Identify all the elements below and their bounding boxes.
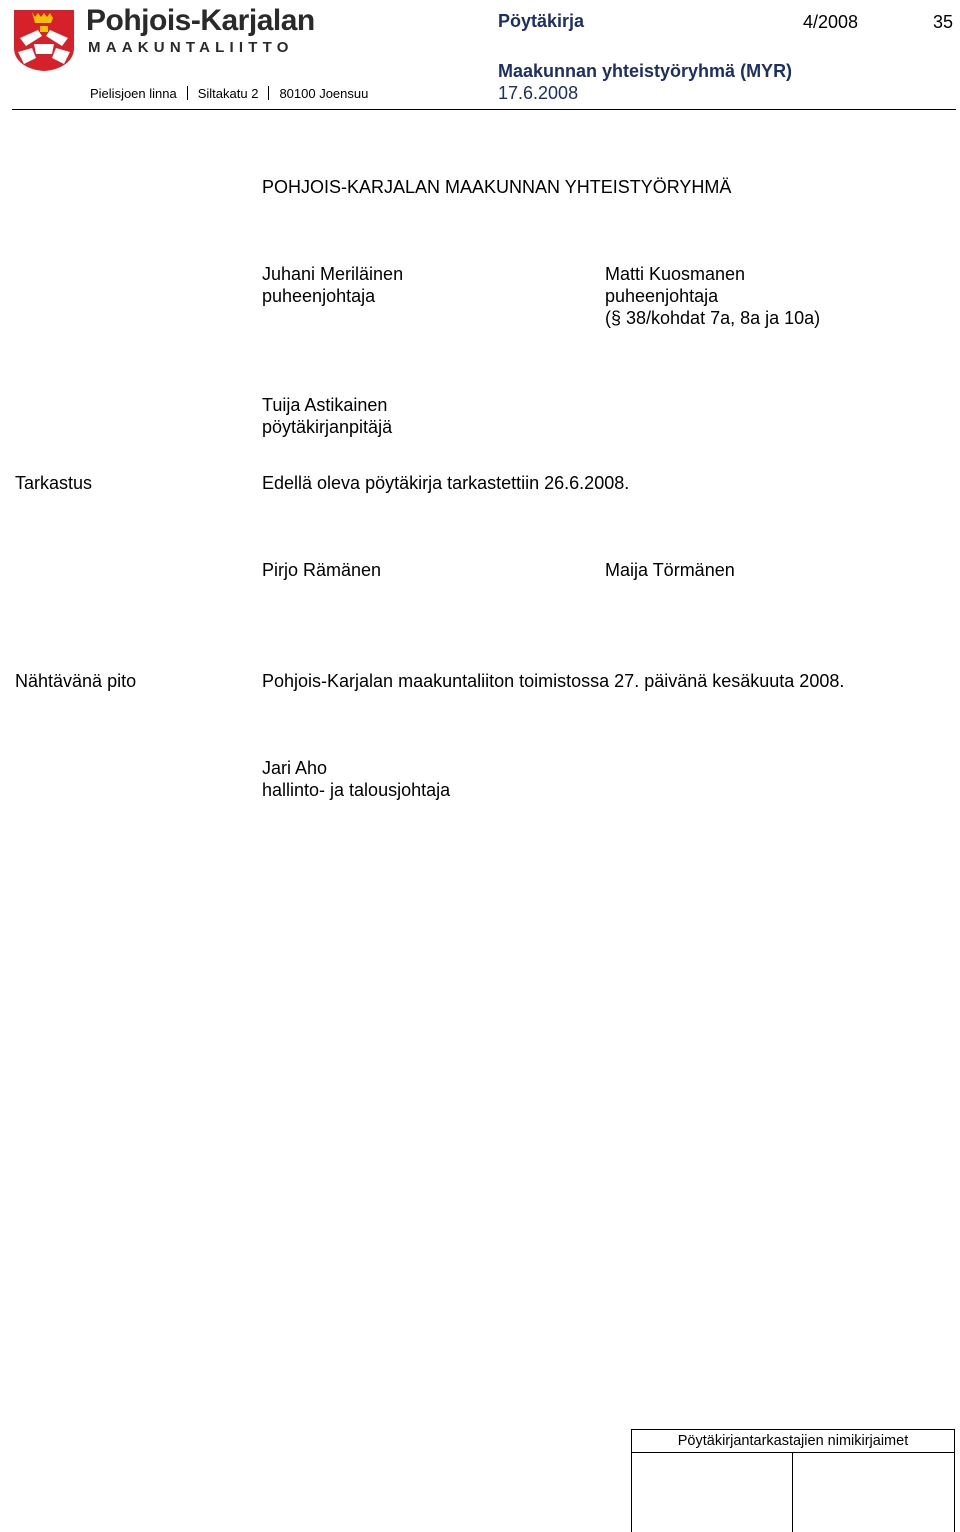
- document-title: POHJOIS-KARJALAN MAAKUNNAN YHTEISTYÖRYHMÄ: [262, 177, 732, 197]
- page-number: 35: [933, 12, 954, 32]
- signer-role: puheenjohtaja: [605, 286, 719, 306]
- address-building: Pielisjoen linna: [90, 86, 177, 101]
- meeting-body: Maakunnan yhteistyöryhmä (MYR): [498, 61, 793, 81]
- inspector-1: Pirjo Rämänen: [262, 560, 382, 580]
- meeting-date: 17.6.2008: [498, 83, 579, 103]
- header-divider: [12, 109, 956, 110]
- display-signer-role: hallinto- ja talousjohtaja: [262, 780, 451, 800]
- secretary-role: pöytäkirjanpitäjä: [262, 417, 393, 437]
- coat-of-arms-icon: [12, 8, 76, 72]
- address-street: Siltakatu 2: [197, 86, 259, 101]
- initials-box-divider: [792, 1453, 793, 1532]
- signer-name: Matti Kuosmanen: [605, 264, 746, 284]
- signer-chair-1: [262, 263, 403, 307]
- display-signer: [262, 757, 450, 801]
- address: [90, 86, 368, 101]
- inspector-2: Maija Törmänen: [605, 560, 735, 580]
- signer-role: puheenjohtaja: [262, 286, 376, 306]
- display-signer-name: Jari Aho: [262, 758, 328, 778]
- address-postal: 80100 Joensuu: [279, 86, 369, 101]
- inspection-text: Edellä oleva pöytäkirja tarkastettiin 26.6.2008.: [262, 473, 630, 493]
- display-text: Pohjois-Karjalan maakuntaliiton toimistossa 27. päivänä kesäkuuta 2008.: [262, 671, 845, 691]
- signer-note: (§ 38/kohdat 7a, 8a ja 10a): [605, 308, 821, 328]
- org-name: Pohjois-Karjalan: [86, 4, 315, 37]
- signer-name: Juhani Meriläinen: [262, 264, 404, 284]
- doc-type: Pöytäkirja: [498, 11, 585, 31]
- doc-number: 4/2008: [803, 12, 859, 32]
- address-separator: [187, 86, 188, 100]
- display-label: Nähtävänä pito: [15, 671, 137, 691]
- org-subtitle: MAAKUNTALIITTO: [88, 39, 294, 56]
- initials-box: [631, 1429, 955, 1532]
- secretary: [262, 394, 392, 438]
- inspection-label: Tarkastus: [15, 473, 93, 493]
- signer-chair-2: [605, 263, 820, 329]
- secretary-name: Tuija Astikainen: [262, 395, 388, 415]
- initials-box-header: Pöytäkirjantarkastajien nimikirjaimet: [632, 1430, 954, 1453]
- address-separator: [268, 86, 269, 100]
